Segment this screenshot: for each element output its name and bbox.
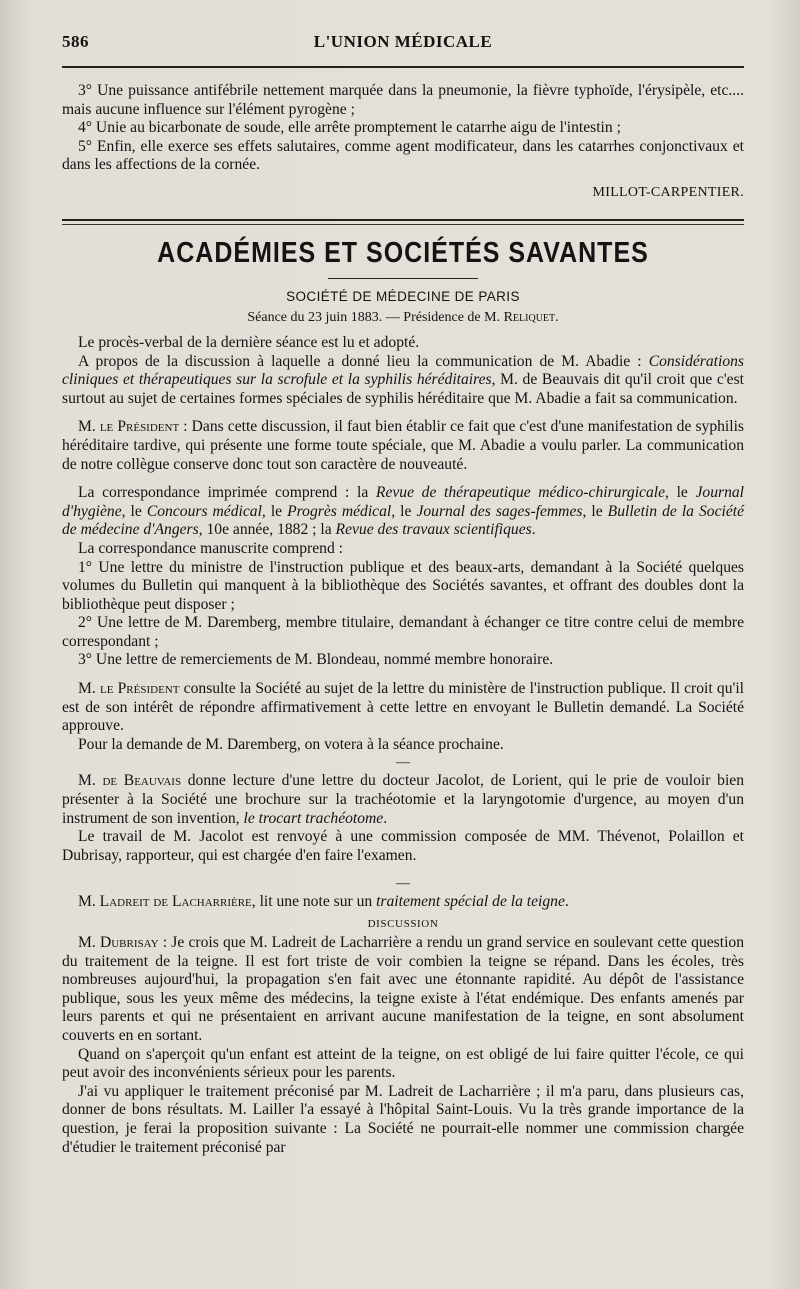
paragraph-proces-verbal: Le procès-verbal de la dernière séance est lu et adopté. [78, 333, 420, 351]
paragraph-ecole: Quand on s'aperçoit qu'un enfant est atteint de la teigne, on est obligé de lui faire quitter l'école, ce qui peut avoir des inconvénients sérieux pour les parents. [62, 1045, 744, 1082]
paragraph-ladreit [62, 893, 744, 912]
paragraph-traitement: J'ai vu appliquer le traitement préconisé par M. Ladreit de Lacharrière ; il m'a paru, dans plusieurs cas, donner de bons résultats. M. Lailler l'a essayé à l'hôpital Saint-Louis. Vu la très grande importance de la question, je ferai la proposition suivante : La Société ne pourrait-elle nommer une commission chargée d'étudier le traitement préconisé par [62, 1082, 744, 1156]
italic-title: Progrès médical [287, 502, 392, 520]
text-run: La correspondance imprimée comprend : la [78, 484, 376, 502]
text-run: , le [391, 502, 417, 520]
text-run: : Dans cette discussion, il faut bien établir ce fait que c'est d'une manifestation de syphilis héréditaire tardive, qui présente une forme toute spéciale, que M. Abadie a voulu parler. La communication de notre collègue conserve donc tout son caractère de nouveauté. [62, 418, 744, 473]
section-divider-thin [62, 224, 744, 225]
discussion-heading: DISCUSSION [367, 918, 439, 930]
text-run: , lit une note sur un [251, 893, 377, 911]
text-run: , le [261, 502, 288, 520]
article-signature: MILLOT-CARPENTIER. [592, 184, 744, 200]
intro-item-5: 5° Enfin, elle exerce ses effets salutaires, comme agent modificateur, dans les catarrhes conjonctivaux et dans les affections de la cornée. [62, 137, 744, 174]
text-run: , le [665, 484, 696, 502]
paragraph-president-1 [62, 418, 744, 474]
text-run: : Je crois que M. Ladreit de Lacharrière a rendu un grand service en soulevant cette question du traitement de la teigne. Il est fort triste de voir combien la teigne se répand. Dans les écoles, très nombreuses aujourd'hui, la propagation s'en fait avec une étonnante rapidité. Au dépôt de l'assistance publique, sous les yeux même des médecins, la teigne existe à l'état endémique. Des enfants amenés par leurs parents et qui ne présentaient en arrivant aucune manifestation de la teigne, en sont absolument couverts en en sortant. [62, 934, 744, 1044]
text-run: . [383, 809, 388, 827]
list-item: 2° Une lettre de M. Daremberg, membre titulaire, demandant à échanger ce titre contre celui de membre correspondant ; [62, 614, 744, 650]
section-title: ACADÉMIES ET SOCIÉTÉS SAVANTES [157, 236, 649, 269]
italic-title: Considérations cliniques et thérapeutiques sur la scrofule et la syphilis héréditaires [62, 352, 744, 389]
speaker: M. Ladreit de Lacharrière [78, 893, 252, 911]
seance-prefix: Séance du 23 juin 1883. — Présidence de M. [247, 309, 501, 325]
italic-title: Revue des travaux scientifiques [335, 521, 532, 539]
italic-title: Journal des sages-femmes [416, 502, 583, 520]
text-run: , 10e année, 1882 ; la [198, 521, 336, 539]
paragraph-president-2 [62, 680, 744, 736]
list-item: 1° Une lettre du ministre de l'instruction publique et des beaux-arts, demandant à la Société quelques volumes du Bulletin qui manquent à la bibliothèque des Sociétés savantes, et offrant des doubles dont la bibliothèque peut disposer ; [62, 558, 744, 613]
seance-president: Reliquet. [503, 309, 559, 325]
list-item: 3° Une lettre de remerciements de M. Blondeau, nommé membre honoraire. [78, 651, 554, 669]
italic-title: Concours médical [146, 502, 262, 520]
paragraph-dubrisay [62, 934, 744, 1046]
speaker: M. le Président [78, 680, 180, 698]
paragraph-beauvais [62, 772, 744, 828]
paragraph-abadie [62, 353, 744, 409]
text-run: , le [121, 502, 147, 520]
society-heading: SOCIÉTÉ DE MÉDECINE DE PARIS [286, 288, 520, 304]
paragraph-correspondance-imprimee [62, 484, 744, 540]
text-run: , le [582, 502, 608, 520]
text-run: . [564, 893, 569, 911]
italic-title: Bulletin de la Société de médecine d'Angers [62, 502, 745, 539]
paragraph-jacolot: Le travail de M. Jacolot est renvoyé à une commission composée de MM. Thévenot, Polaillon et Dubrisay, rapporteur, qui est chargée d'en faire l'examen. [62, 828, 744, 864]
speaker: M. Dubrisay [78, 934, 159, 951]
italic-title: Revue de thérapeutique médico-chirurgicale [375, 484, 666, 502]
separator-dash: — [396, 755, 410, 771]
title-rule [328, 278, 478, 279]
intro-item-3: 3° Une puissance antifébrile nettement marquée dans la pneumonie, la fièvre typhoïde, l'érysipèle, etc.... mais aucune influence sur l'élément pyrogène ; [62, 82, 744, 118]
text-run: consulte la Société au sujet de la lettre du ministère de l'instruction publique. Il croit qu'il est de son intérêt de répondre affirmativement à cette lettre en envoyant le Bulletin demandé. La Société approuve. [62, 680, 744, 735]
speaker: M. le Président [78, 418, 180, 436]
italic-title: le trocart trachéotome [243, 809, 384, 827]
speaker: M. de Beauvais [78, 772, 182, 790]
separator-dash: — [396, 876, 410, 892]
seance-line [62, 310, 744, 326]
text-run: donne lecture d'une lettre du docteur Jacolot, de Lorient, qui le prie de vouloir bien présenter à la Société une brochure sur la trachéotomie et la laryngotomie d'urgence, au moyen d'un instrument de son invention, [62, 772, 744, 827]
italic-title: traitement spécial de la teigne [376, 893, 565, 911]
paragraph-correspondance-manuscrite: La correspondance manuscrite comprend : [78, 539, 343, 557]
text-run: , M. de Beauvais dit qu'il croit que c'est surtout au sujet de certaines formes spéciales de syphilis héréditaire que M. Abadie a fait sa communication. [62, 371, 744, 407]
intro-item-4: 4° Unie au bicarbonate de soude, elle arrête promptement le catarrhe aigu de l'intestin ; [78, 119, 621, 137]
text-run: A propos de la discussion à laquelle a donné lieu la communication de M. Abadie : [78, 352, 642, 370]
italic-title: Journal d'hygiène [62, 484, 745, 520]
section-divider [62, 219, 744, 221]
text-run: . [531, 521, 536, 539]
paragraph-daremberg: Pour la demande de M. Daremberg, on votera à la séance prochaine. [78, 735, 504, 753]
journal-title: L'UNION MÉDICALE [313, 32, 493, 51]
page-number: 586 [62, 32, 89, 51]
